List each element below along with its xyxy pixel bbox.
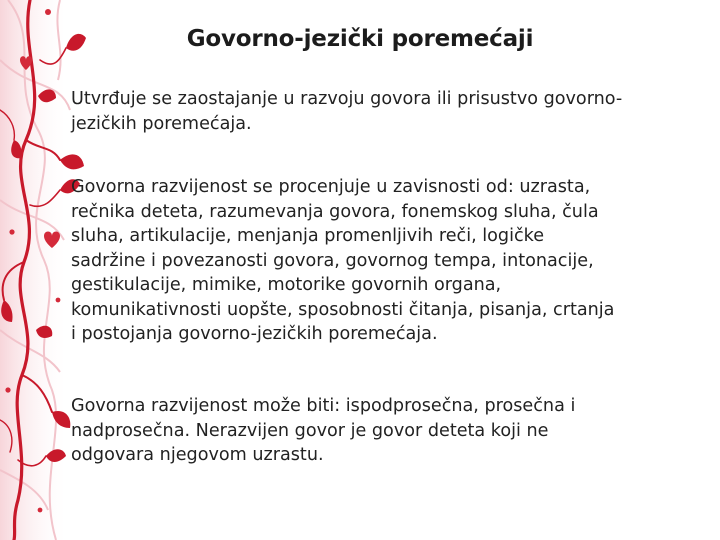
paragraph-intro	[71, 87, 691, 136]
text-line: sadržine i povezanosti govora, govornog tempa, intonacije,	[71, 250, 594, 271]
slide-title: Govorno-jezički poremećaji	[186, 26, 534, 52]
text-line: nadprosečna. Nerazvijen govor je govor deteta koji ne	[71, 420, 549, 441]
paragraph-levels	[71, 394, 691, 468]
text-line: sluha, artikulacije, menjanja promenljivih reči, logičke	[71, 226, 545, 246]
text-line: odgovara njegovom uzrastu.	[71, 445, 324, 465]
text-line: i postojanja govorno-jezičkih poremećaja.	[71, 324, 438, 344]
text-line: Govorna razvijenost se procenjuje u zavisnosti od: uzrasta,	[71, 177, 591, 197]
text-line: Utvrđuje se zaostajanje u razvoju govora ili prisustvo govorno-	[71, 89, 623, 109]
text-line: Govorna razvijenost može biti: ispodprosečna, prosečna i	[71, 396, 576, 416]
text-line: jezičkih poremećaja.	[71, 113, 252, 134]
text-line: komunikativnosti uopšte, sposobnosti čitanja, pisanja, crtanja	[71, 299, 615, 320]
text-line: rečnika deteta, razumevanja govora, fonemskog sluha, čula	[71, 201, 599, 222]
text-line: gestikulacije, mimike, motorike govornih organa,	[71, 275, 502, 295]
paragraph-assessment	[71, 175, 691, 347]
